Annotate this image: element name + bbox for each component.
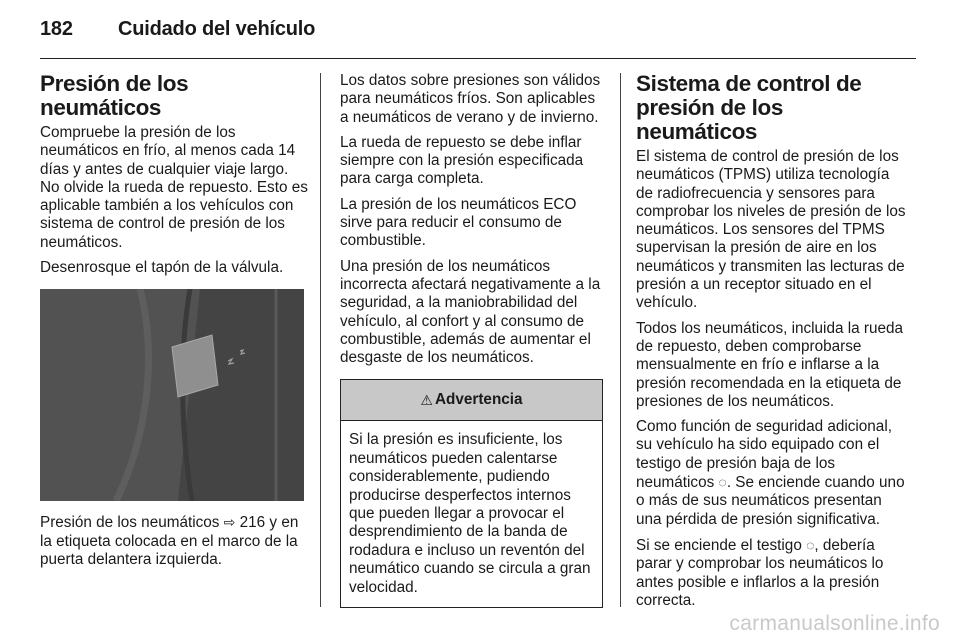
paragraph-tpms-intro: El sistema de control de presión de los neumáticos (TPMS) utiliza tecnología de radiofrecuencia y sensores para comprobar los niveles de presión de los neumáticos. Los sensores del TPMS supervisan la presión de aire en los neumáticos y transmiten las lecturas de presión a un receptor situado en el vehículo. <box>636 148 906 312</box>
tire-pressure-warning-icon: ◌ <box>806 536 815 553</box>
column-divider-1 <box>320 73 321 607</box>
page-number: 182 <box>40 18 73 40</box>
paragraph-lamp-on: Si se enciende el testigo ◌, debería parar y comprobar los neumáticos lo antes posible e inflarlos a la presión correcta. <box>636 536 884 609</box>
column-3 <box>636 72 908 617</box>
paragraph-check-pressure: Compruebe la presión de los neumáticos en frío, al menos cada 14 días y antes de cualquier viaje largo. No olvide la rueda de repuesto. Esto es aplicable también a los vehículos con sistema de control de presión de los neumáticos. <box>40 124 308 251</box>
paragraph-monthly-check: Todos los neumáticos, incluida la rueda de repuesto, deben comprobarse mensualmente en frío e inflarse a la presión recomendada en la etiqueta de presiones de los neumáticos. <box>636 319 904 410</box>
paragraph-unscrew-valve: Desenrosque el tapón de la válvula. <box>40 259 284 277</box>
paragraph-warning-lamp: Como función de seguridad adicional, su vehículo ha sido equipado con el testigo de presión baja de los neumáticos ◌. Se enciende cuando uno o más de sus neumáticos presentan una pérdida de presión significativa. <box>636 418 905 528</box>
page-reference-number: 216 <box>239 514 266 532</box>
paragraph-eco-pressure: La presión de los neumáticos ECO sirve para reducir el consumo de combustible. <box>340 195 577 250</box>
paragraph-incorrect-pressure: Una presión de los neumáticos incorrecta afectará negativamente a la seguridad, a la maniobrabilidad del vehículo, al confort y al consumo de combustible, además de aumentar el desgaste de los neumáticos. <box>340 257 601 367</box>
warning-box <box>340 379 603 608</box>
warning-triangle-icon: ⚠ <box>420 392 433 409</box>
column-1 <box>40 72 308 576</box>
warning-text: Si la presión es insuficiente, los neumáticos pueden calentarse considerablemente, pudiendo producirse desperfectos internos que pueden llegar a provocar el desprendimiento de la banda de rodadura e incluso un reventón del neumático cuando se circula a gran velocidad. <box>349 431 591 596</box>
header-rule <box>40 58 916 59</box>
watermark: carmanualsonline.info <box>729 612 940 635</box>
section-title: Cuidado del vehículo <box>118 18 316 40</box>
column-divider-2 <box>620 73 621 607</box>
page-reference-arrow-icon: ⇨ <box>223 514 236 531</box>
warning-header <box>341 380 602 421</box>
paragraph-cold-tires: Los datos sobre presiones son válidos para neumáticos fríos. Son aplicables a neumáticos de verano y de invierno. <box>340 72 601 126</box>
tire-pressure-warning-icon: ◌ <box>718 474 727 491</box>
paragraph-spare-wheel: La rueda de repuesto se debe inflar siempre con la presión especificada para carga completa. <box>340 133 584 188</box>
page-header <box>40 18 315 41</box>
door-frame-drawing <box>40 289 304 501</box>
column-2 <box>340 72 603 608</box>
door-frame-illustration <box>40 289 304 501</box>
warning-title: Advertencia <box>434 391 523 409</box>
figure-caption: Presión de los neumáticos ⇨ 216 y en la etiqueta colocada en el marco de la puerta delantera izquierda. <box>40 514 299 568</box>
heading-tire-pressure: Presión de los neumáticos <box>40 71 189 120</box>
heading-tpms: Sistema de control de presión de los neumáticos <box>636 71 862 144</box>
